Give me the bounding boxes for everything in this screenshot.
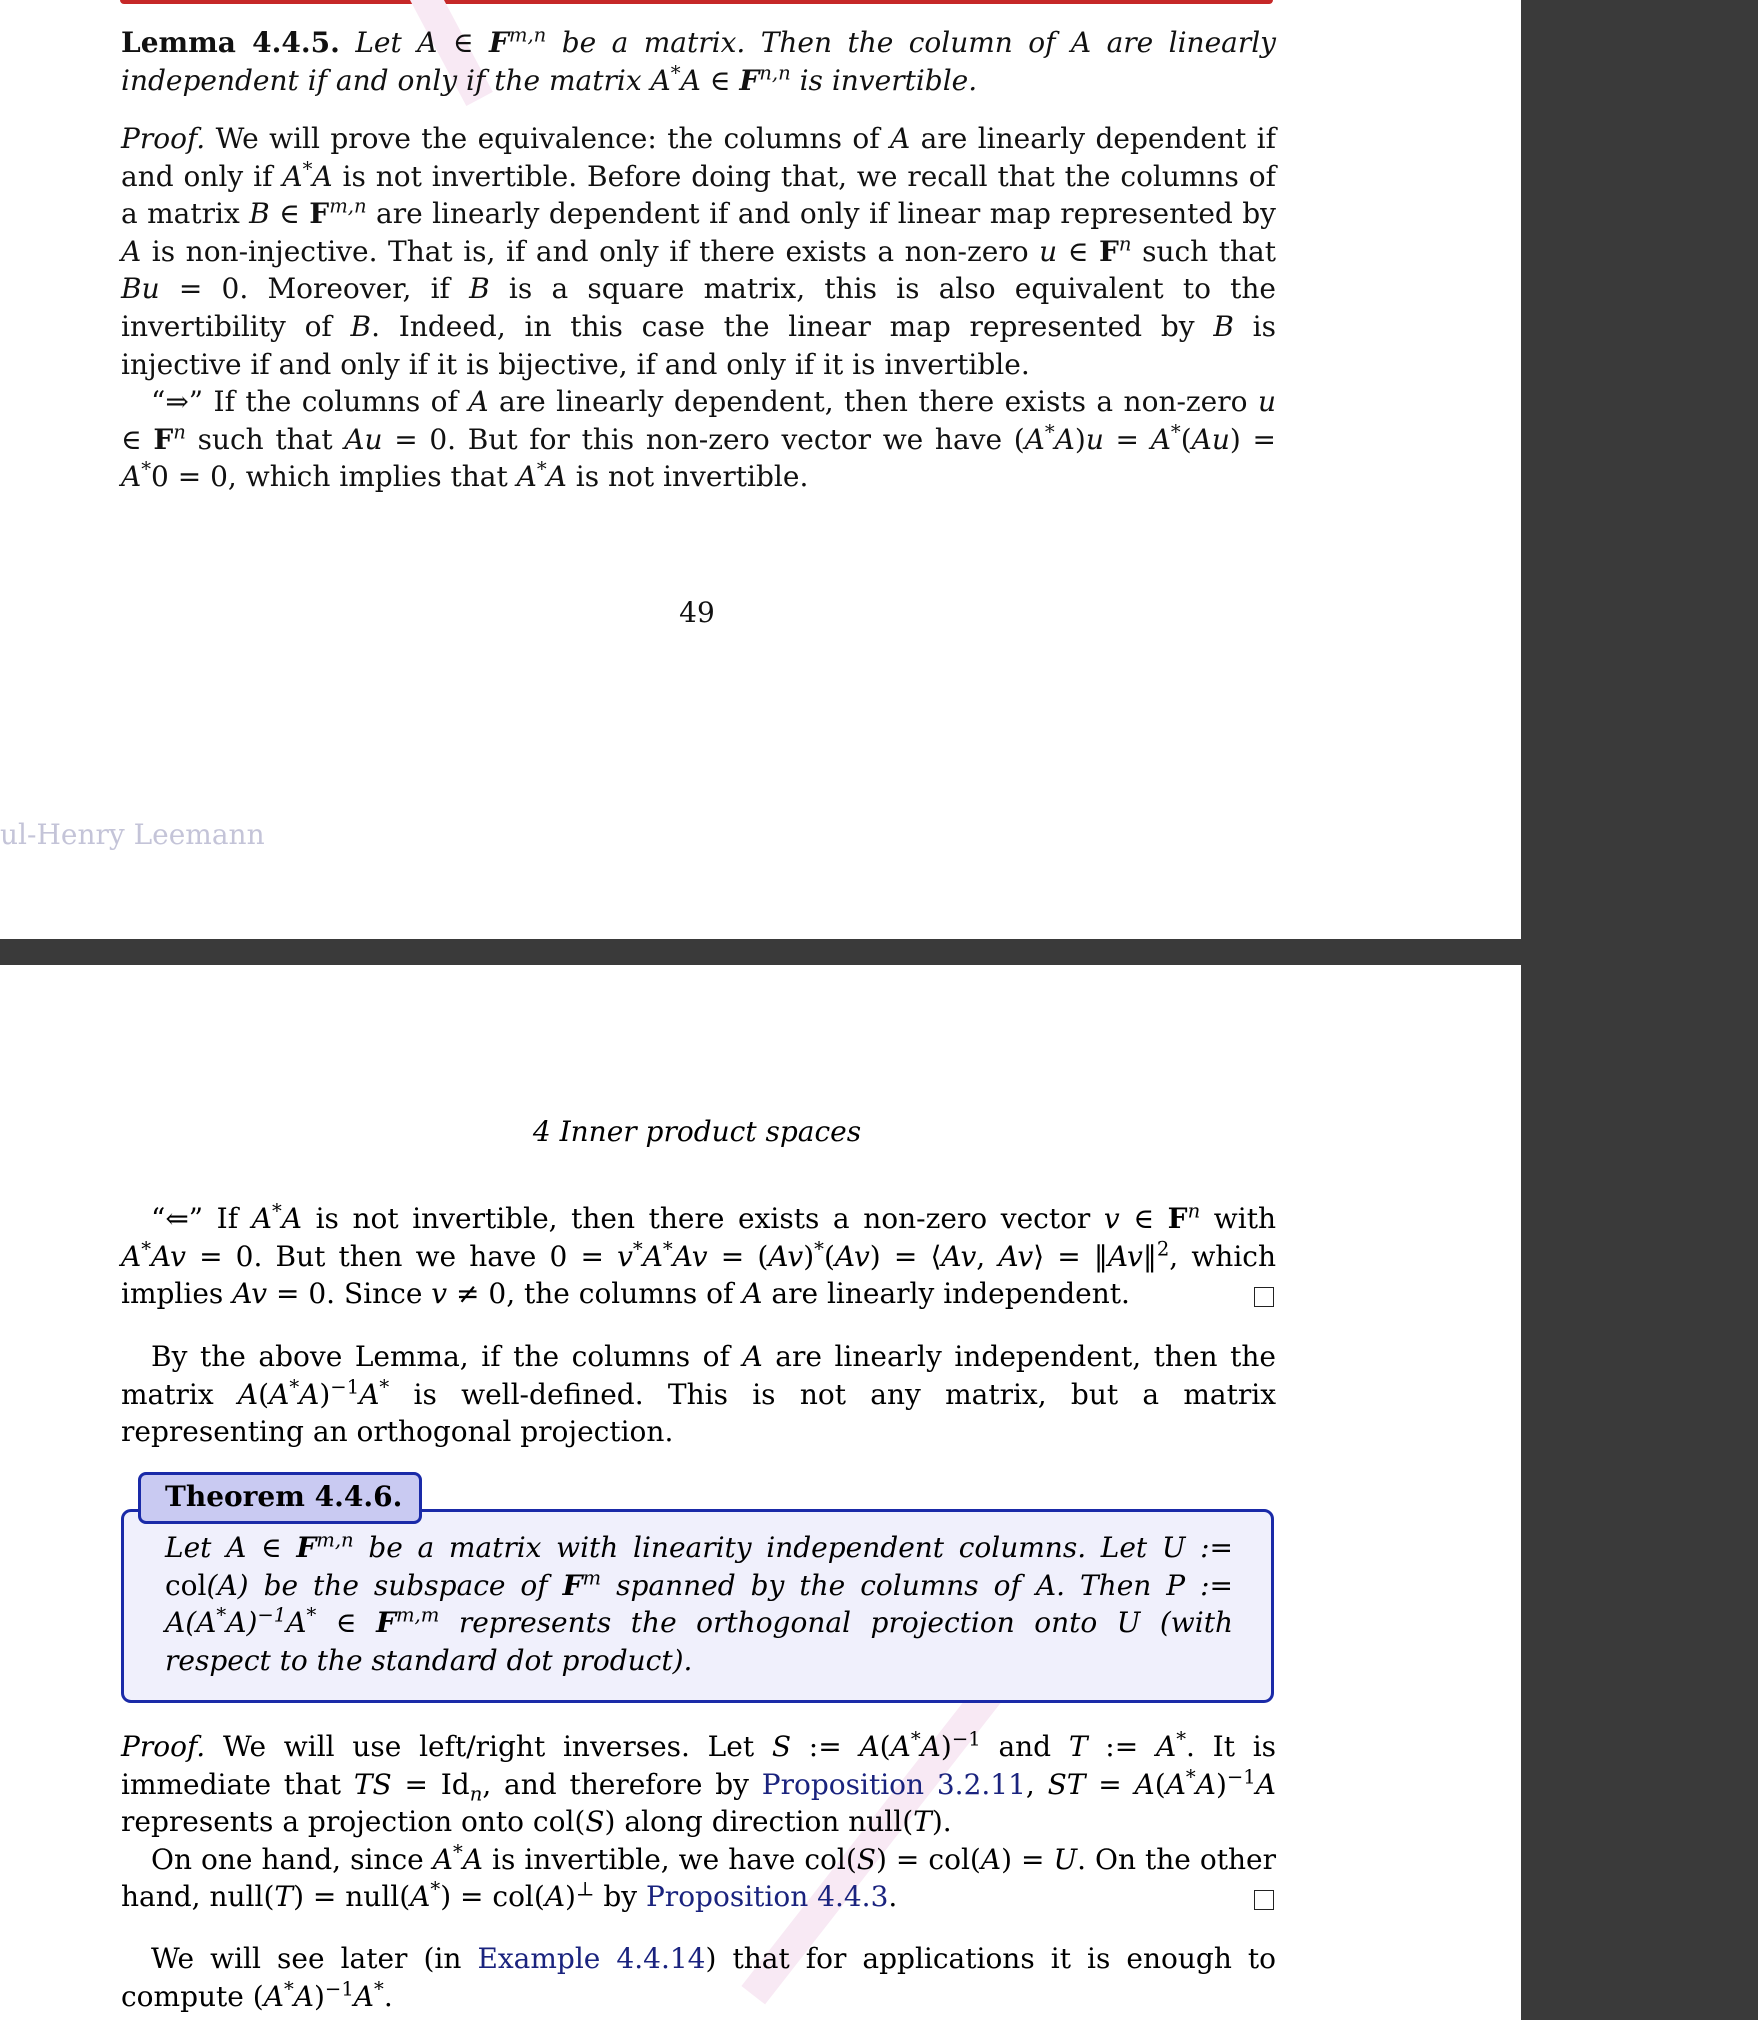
lemma-4-4-5 (121, 24, 1276, 99)
page-number: 49 (679, 596, 715, 629)
link-proposition-4-4-3[interactable]: Proposition 4.4.3 (645, 1880, 889, 1914)
closing-paragraph: We will see later (in Example 4.4.14) that for applications it is enough to compute $(A^*A)^{-1}A^*$. (121, 1942, 1277, 2013)
qed-square-icon (1254, 1287, 1274, 1307)
intro-paragraph: By the above Lemma, if the columns of A are linearly independent, then the matrix $A(A^*A)^{-1}A^*$ is well-defined. This is not any matrix, but a matrix representing an orthogonal projection. (121, 1340, 1277, 1449)
theorem-label: Theorem 4.4.6. (138, 1472, 422, 1524)
link-proposition-3-2-11[interactable]: Proposition 3.2.11 (761, 1767, 1026, 1801)
lemma-label: Lemma 4.4.5. (121, 26, 340, 59)
qed-square-icon (1254, 1890, 1274, 1910)
pdf-page-49 (0, 0, 1521, 939)
lemma-statement: Let A ∈ F$^{m,n}$ be a matrix. Then the column of A are linearly independent if and only if the matrix A*A ∈ F$^{n,n}$ is invertible. (121, 23, 1277, 97)
closing-text-a: We will see later (in (151, 1942, 462, 1975)
watermark-author: ul-Henry Leemann (0, 818, 265, 851)
proof-paragraph-1: Proof. We will prove the equivalence: the columns of A are linearly dependent if and only if A*A is not invertible. Before doing that, we recall that the columns of a matrix B ∈ F$^{m,n}$ are linearly dependent if and only if linear map represented by A is non-injective. That is, if and only if there exists a non-zero u ∈ $F^n$ such that Bu = 0. Moreover, if B is a square matrix, this is also equivalent to the invertibility of B. Indeed, in this case the linear map represented by B is injective if and only if it is bijective, if and only if it is invertible. (121, 122, 1277, 381)
proof-2-block (121, 1728, 1276, 1916)
proof-2-paragraph-1: Proof. We will use left/right inverses. Let S := $A(A^*A)^{-1}$ and T := A*. It is immediate that TS = $Id_n$, and therefore by Proposition 3.2.11, ST = $A(A^*A)^{-1}A$ represents a projection onto col(S) along direction null(T). (121, 1727, 1277, 1839)
proof-label: Proof. (121, 122, 206, 155)
viewer-side-panel (1521, 0, 1758, 2020)
lemma-box-bottom-border (120, 0, 1273, 4)
proof-block (121, 120, 1276, 496)
proof-2-paragraph-2: On one hand, since A*A is invertible, we have col(S) = col(A) = U. On the other hand, null(T) = null(A*) = col(A)⊥ by Proposition 4.4.3. (121, 1840, 1276, 1914)
link-example-4-4-14[interactable]: Example 4.4.14 (477, 1942, 706, 1975)
proof-2-label: Proof. (121, 1730, 206, 1763)
proof-continued (121, 1200, 1276, 1313)
proof-paragraph-3: “⇐” If A*A is not invertible, then there exists a non-zero vector v ∈ $F^n$ with A*Av = 0. But then we have 0 = v*A*Av = (Av)*(Av) = ⟨Av, Av⟩ = ‖Av‖$^2$, which implies Av = 0. Since v ≠ 0, the columns of A are linearly independent. (121, 1199, 1276, 1311)
running-header: 4 Inner product spaces (532, 1115, 862, 1148)
proof-paragraph-2: “⇒” If the columns of A are linearly dependent, then there exists a non-zero u ∈ $F^n$ such that Au = 0. But for this non-zero vector we have (A*A)u = A*(Au) = A*0 = 0, which implies that A*A is not invertible. (121, 385, 1276, 494)
theorem-statement: Let A ∈ F$^{m,n}$ be a matrix with linearity independent columns. Let U := col(A) be the subspace of $F^m$ spanned by the columns of A. Then P := $A(A^*A)^{-1}A^*$ ∈ F$^{m,m}$ represents the orthogonal projection onto U (with respect to the standard dot product). (165, 1528, 1234, 1677)
